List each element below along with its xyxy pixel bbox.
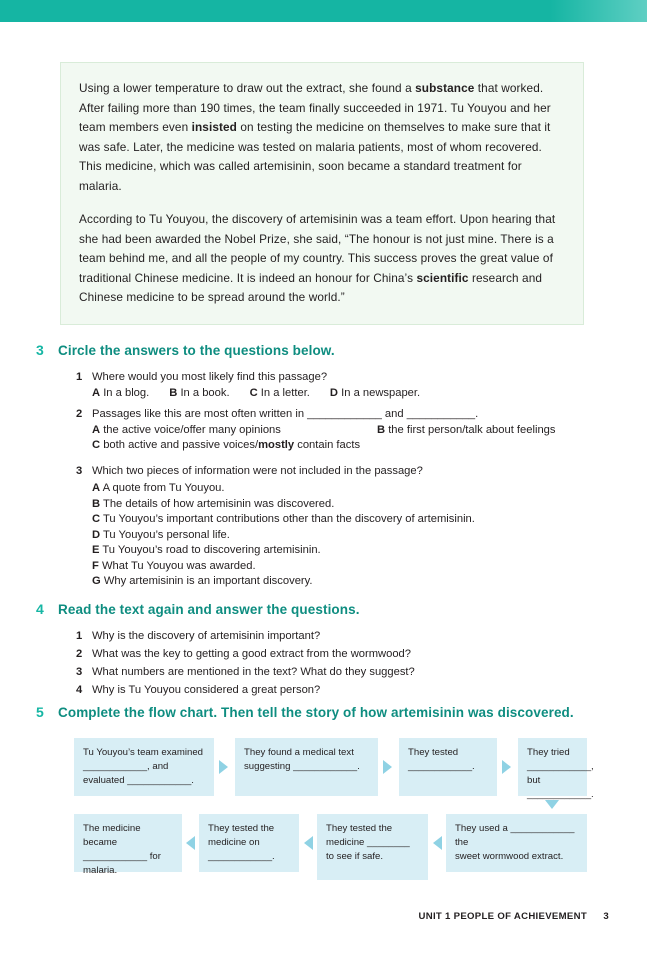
option-text-g[interactable]: Why artemisinin is an important discovery. [103,575,313,587]
flow-box-7-line3: ____________. [208,851,275,862]
passage-text: research and Chinese medicine to be spread around the world.” [79,270,543,304]
top-decoration-bar [0,0,647,22]
question-body [92,407,576,454]
passage-paragraph-1 [79,79,565,196]
question-text: What was the key to getting a good extract from the wormwood? [92,648,412,660]
option-text-c[interactable]: Tu Youyou’s important contributions other than the discovery of artemisinin. [103,513,475,525]
option-c[interactable] [92,512,576,528]
question-row [76,664,576,681]
option-text-b[interactable]: The details of how artemisinin was discovered. [103,497,335,510]
flow-box-4-line1: They tried [527,747,570,758]
option-e[interactable] [92,543,576,559]
option-letter-b[interactable]: B [92,497,101,510]
option-text-a[interactable]: the active voice/offer many opinions [103,423,281,436]
option-letter-c[interactable]: C [92,513,101,525]
passage-bold-scientific: scientific [416,270,469,285]
question-number: 2 [76,408,83,420]
option-a[interactable] [92,481,576,497]
option-letter-a[interactable]: A [92,482,101,494]
question-text: What numbers are mentioned in the text? What do they suggest? [92,666,415,678]
flow-arrow-left-1 [433,836,442,850]
question-number: 2 [76,648,83,660]
exercise-4-heading [36,601,556,617]
question-number: 3 [76,464,83,477]
passage-text: According to Tu Youyou, the discovery of artemisinin was a team effort. Upon hearing that she had been awarded the Nobel Prize, she said, “The honour is not just mine. There is a team behind me, and all the people of my country. This success proves the great value of traditional Chinese medicine. It is indeed an honour for China’s [79,212,556,285]
question-number: 1 [76,630,83,642]
question-row [76,646,576,663]
flow-box-7-line2: medicine on [208,837,260,848]
flow-box-8[interactable] [74,814,182,876]
question-number: 1 [76,371,83,383]
question-options-row [92,423,576,439]
flow-box-4[interactable] [518,738,594,800]
option-text-c[interactable]: In a letter. [260,386,310,399]
option-text-e[interactable]: Tu Youyou’s road to discovering artemisinin. [102,544,321,556]
question-number: 4 [76,684,83,696]
flow-arrow-left-3 [186,836,195,850]
question-stem: Where would you most likely find this passage? [92,371,328,383]
flow-arrow-right-3 [502,760,511,774]
flow-box-4-line2: ____________, [527,761,594,772]
flow-box-6-line2: medicine ________ [326,837,410,848]
question-body [92,370,576,401]
question-body [92,464,576,590]
flow-box-7-line1: They tested the [208,823,275,834]
option-text-b[interactable]: the first person/talk about feelings [388,423,556,436]
flow-box-3[interactable] [399,738,497,796]
option-text-a[interactable]: In a blog. [103,386,150,399]
top-decoration-bar-gradient [0,0,647,22]
flow-arrow-right-1 [219,760,228,774]
flow-box-4-line3: but ____________. [527,775,594,800]
option-letter-c[interactable]: C [249,386,258,399]
option-text-a[interactable]: A quote from Tu Youyou. [102,482,225,494]
question-row [76,628,576,645]
reading-passage [60,62,584,325]
exercise-3-number: 3 [36,342,44,358]
option-b[interactable] [92,497,576,513]
option-text-d[interactable]: In a newspaper. [341,386,421,399]
question-stem: Which two pieces of information were not included in the passage? [92,464,423,477]
flow-box-2-line1: They found a medical text [244,747,354,758]
exercise-3-title: Circle the answers to the questions below. [58,343,335,358]
question-options [92,386,576,402]
option-text-f[interactable]: What Tu Youyou was awarded. [101,559,256,572]
exercise-3-heading [36,342,556,358]
flow-arrow-right-2 [383,760,392,774]
flow-box-8-line1: The medicine became [83,823,141,848]
option-text-b[interactable]: In a book. [180,386,230,399]
option-text-d[interactable]: Tu Youyou’s personal life. [103,528,230,541]
option-text-c-bold[interactable]: mostly [258,439,295,451]
option-letter-d[interactable]: D [92,528,101,541]
flow-arrow-down [545,800,559,809]
page-number: 3 [603,911,609,922]
question-row [76,407,576,454]
question-text: Why is Tu Youyou considered a great person? [92,684,321,696]
passage-paragraph-2 [79,210,565,308]
flow-arrow-left-2 [304,836,313,850]
footer-unit-label: UNIT 1 PEOPLE OF ACHIEVEMENT [418,911,587,922]
option-letter-b[interactable]: B [169,386,178,399]
exercise-4-number: 4 [36,601,44,617]
flow-box-3-line1: They tested [408,747,459,758]
option-g[interactable] [92,574,576,590]
flow-box-8-line2: ____________ for [83,851,161,862]
flow-box-6-line3: to see if safe. [326,851,384,862]
passage-text: on testing the medicine on themselves to make sure that it was safe. Later, the medicine was tested on malaria patients, most of whom recovered. This medicine, which was called artemisinin, soon became a standard treatment for malaria. [79,120,551,193]
flow-box-1-line3: evaluated ____________. [83,775,194,786]
flow-box-8-line3: malaria. [83,865,118,876]
option-a[interactable]: A the active voice/offer many opinions [92,423,281,436]
option-letter-f[interactable]: F [92,559,99,572]
option-letter-a[interactable]: A [92,386,101,399]
flow-box-2[interactable] [235,738,378,796]
exercise-3-questions [76,370,576,596]
question-stem: Passages like this are most often written in ____________ and ___________. [92,408,479,420]
flow-box-7[interactable] [199,814,299,872]
option-letter-g[interactable]: G [92,575,101,587]
option-d[interactable] [92,528,576,544]
flow-box-1[interactable] [74,738,214,796]
flow-box-1-line1: Tu Youyou’s team examined [83,747,204,758]
exercise-4-questions [76,628,576,700]
question-row [76,682,576,699]
passage-text: Using a lower temperature to draw out the extract, she found a [79,81,416,95]
flow-box-2-line2: suggesting ____________. [244,761,360,772]
question-row [76,370,576,401]
passage-bold-substance: substance [415,81,475,95]
exercise-5-title: Complete the flow chart. Then tell the story of how artemisinin was discovered. [58,705,574,720]
question-row [76,464,576,590]
exercise-5-number: 5 [36,704,44,720]
question-number: 3 [76,666,83,678]
question-text: Why is the discovery of artemisinin important? [92,630,321,642]
passage-bold-insisted: insisted [191,120,237,134]
option-text-c-pre[interactable]: both active and passive voices/ [103,439,259,451]
page-footer [418,911,609,922]
flow-box-5-line1: They used a ____________ the [455,823,575,848]
flow-box-1-line2: ____________, and [83,761,169,772]
flow-box-5[interactable] [446,814,587,872]
flow-chart [62,738,594,888]
flow-box-6-line1: They tested the [326,823,393,834]
flow-box-3-line2: ____________. [408,761,475,772]
flow-box-5-line2: sweet wormwood extract. [455,851,564,862]
option-letter-d[interactable]: D [329,386,339,399]
option-text-c-post[interactable]: contain facts [294,439,361,451]
exercise-4-title: Read the text again and answer the questions. [58,602,360,617]
passage-text: that worked. After failing more than 190 times, the team finally succeeded in 1971. Tu Youyou and her team members even [79,81,551,134]
option-f[interactable] [92,559,576,575]
option-c[interactable]: C both active and passive voices/mostly contain facts [92,439,361,451]
flow-box-6[interactable] [317,814,428,880]
option-b[interactable]: B the first person/talk about feelings [377,423,556,436]
option-letter-e[interactable]: E [92,544,100,556]
exercise-5-heading [36,704,616,720]
